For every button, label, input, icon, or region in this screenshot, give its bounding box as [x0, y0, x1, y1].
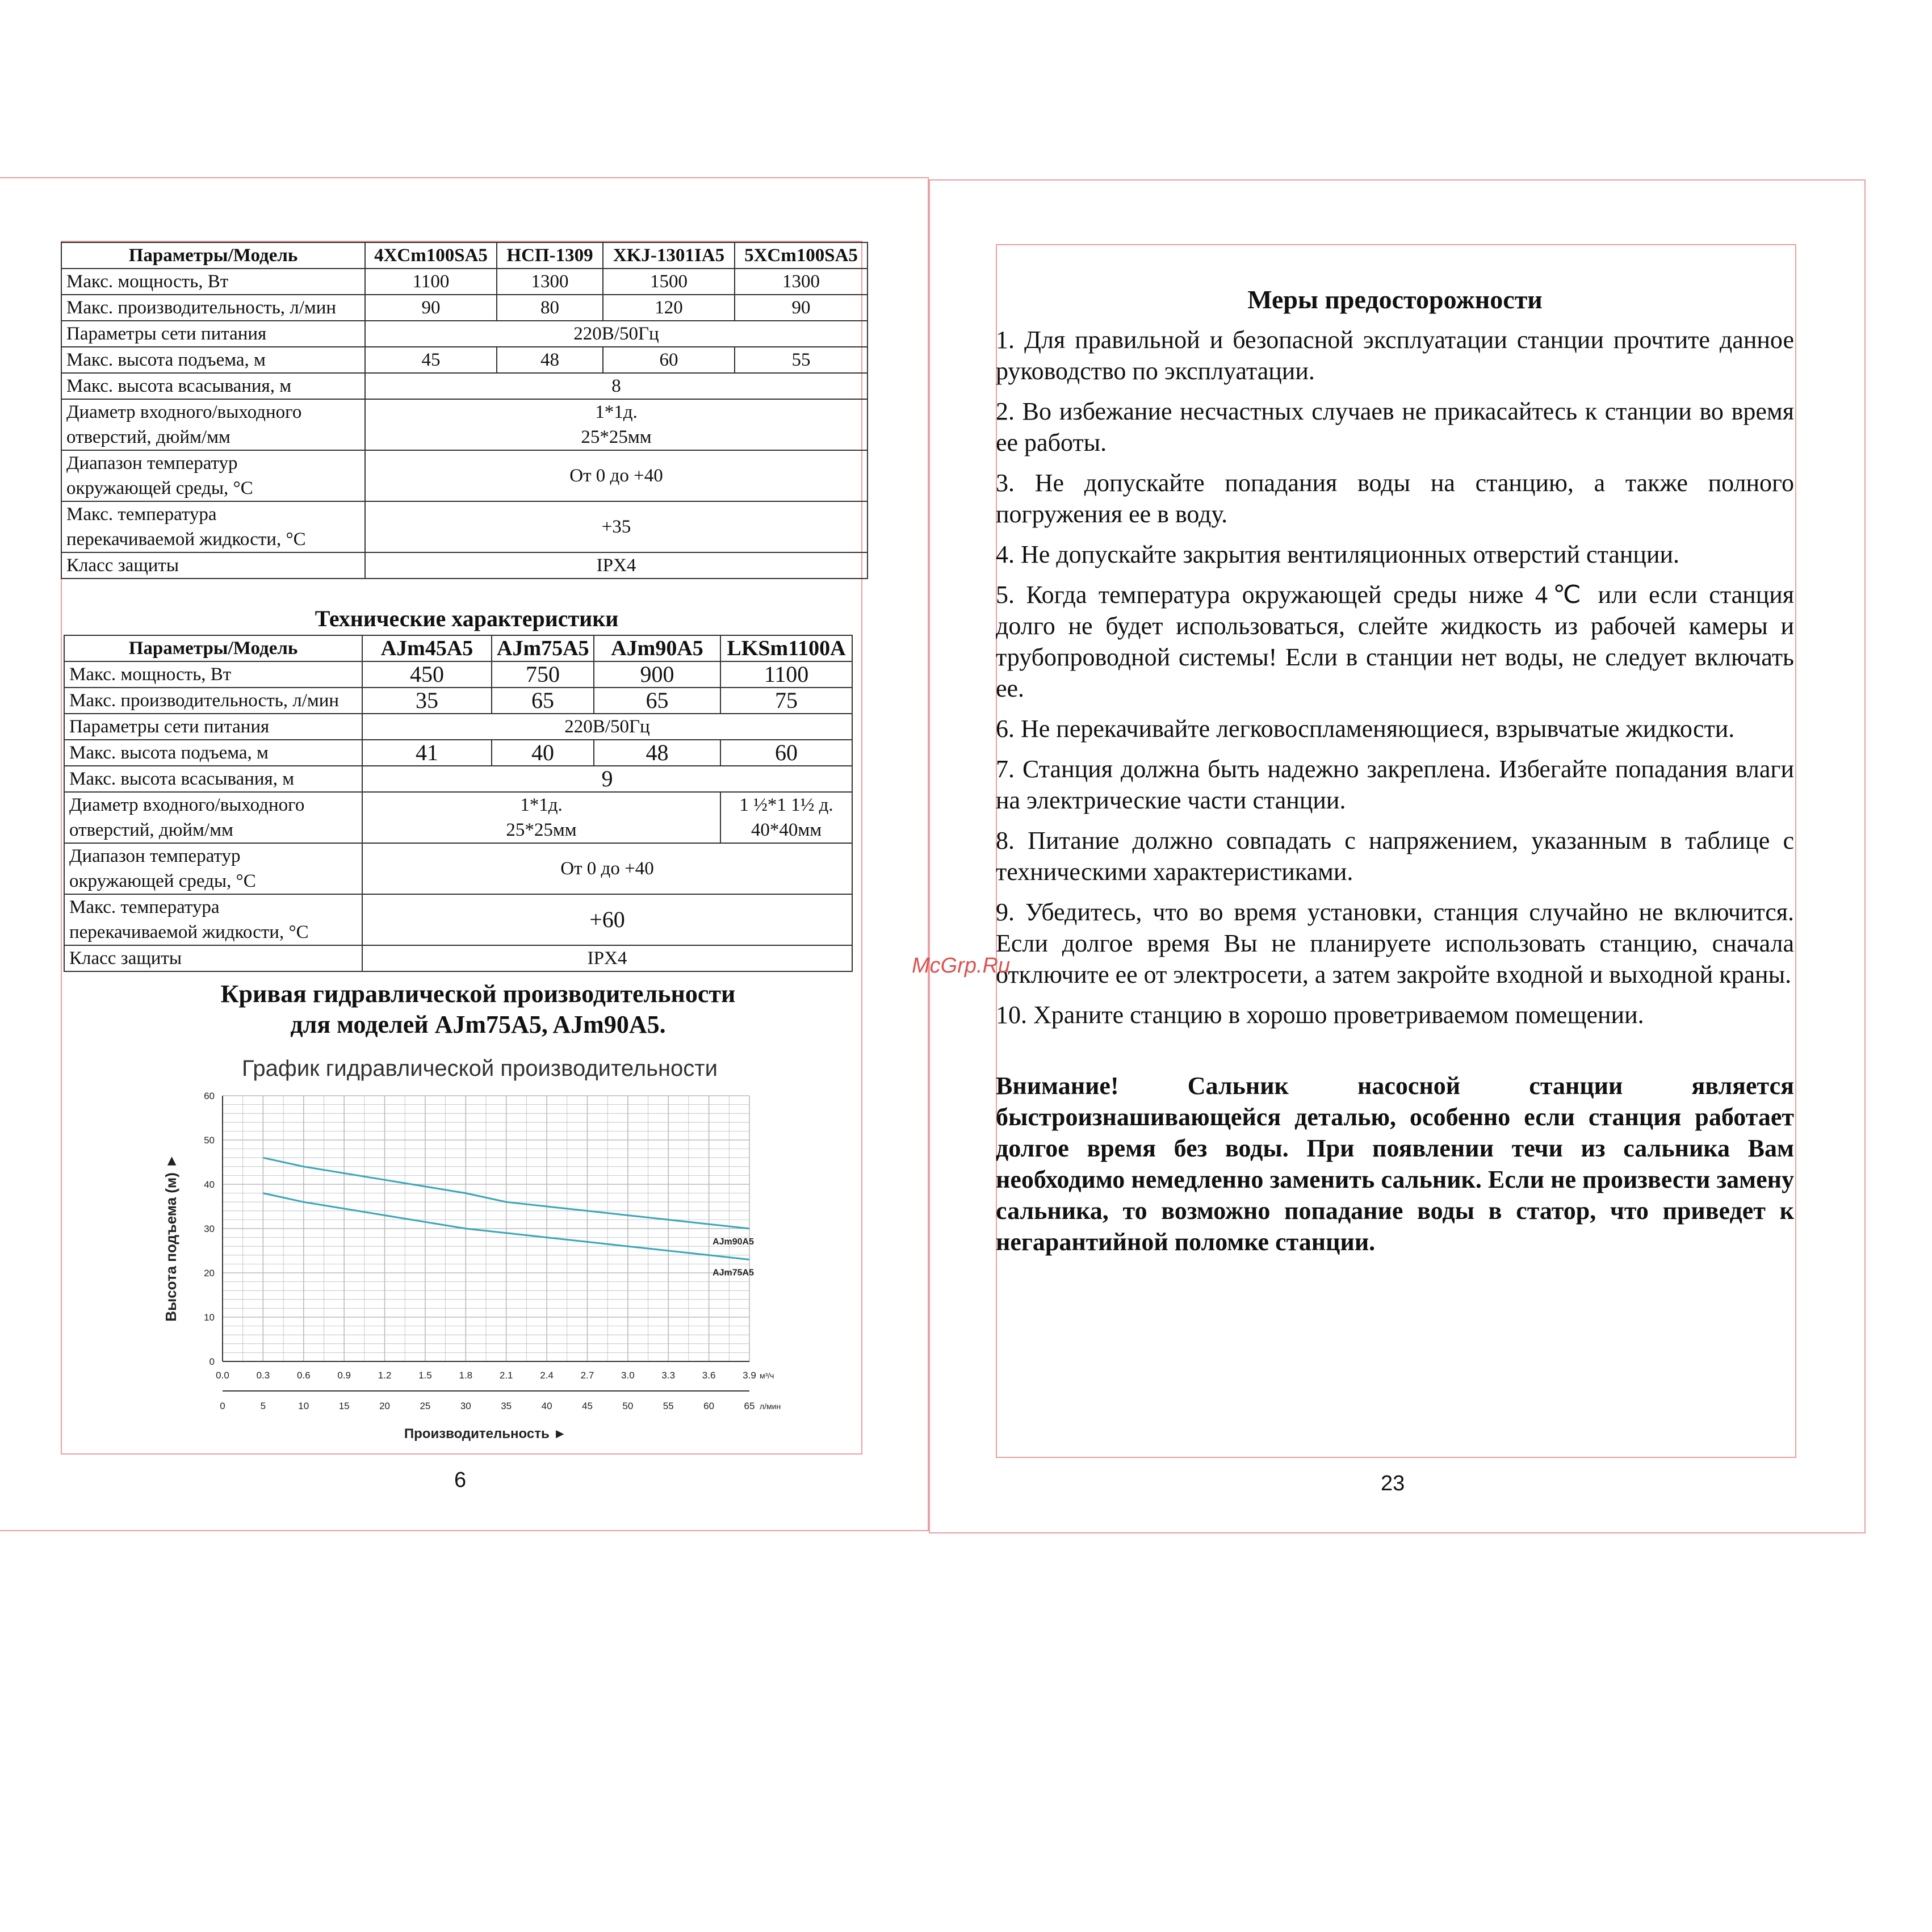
table-cell: 90 [365, 295, 497, 321]
row-label [64, 792, 362, 843]
table-cell [720, 792, 852, 843]
precaution-item: 3. Не допускайте попадания воды на станцию, а также полного погружения ее в воду. [996, 469, 1794, 528]
x-tick-label-m3h: 0.0 [216, 1370, 229, 1381]
x-tick-label-m3h: 0.6 [296, 1370, 311, 1381]
table-row [64, 766, 852, 792]
chart-axes [204, 1091, 781, 1411]
table-header-cell: XKJ-1301IA5 [603, 242, 735, 269]
table-cell [365, 399, 867, 450]
x-tick-label-m3h: 3.0 [621, 1370, 635, 1381]
y-axis-label: Высота подъема (м) ► [162, 1154, 179, 1322]
precaution-item: 2. Во избежание несчастных случаев не прикасайтесь к станции во время ее работы. [996, 397, 1794, 456]
page-number-left: 6 [454, 1468, 467, 1492]
x-tick-label-lmin: 45 [582, 1401, 593, 1411]
precaution-item: 4. Не допускайте закрытия вентиляционных отверстий станции. [996, 540, 1680, 568]
table-cell: 1100 [365, 269, 497, 295]
row-label [64, 894, 362, 945]
row-label [61, 501, 365, 552]
row-label: Макс. высота подъема, м [64, 740, 362, 766]
spec-table-1 [61, 242, 868, 579]
x-tick-label-lmin: 35 [501, 1401, 512, 1411]
x-unit-m3h: м³/ч [760, 1371, 774, 1380]
x-tick-label-lmin: 5 [260, 1401, 266, 1411]
chart-grid [223, 1096, 749, 1361]
table-cell: 120 [603, 295, 735, 321]
table-header-cell: НСП-1309 [497, 242, 603, 269]
cell-line: 1*1д. [520, 795, 563, 815]
table-cell: 60 [720, 740, 852, 766]
table-row [64, 843, 852, 894]
row-label: Макс. производительность, л/мин [64, 688, 362, 714]
x-tick-label-m3h: 1.5 [418, 1370, 432, 1381]
precaution-item: 9. Убедитесь, что во время установки, станция случайно не включится. Если долгое время Вы не планируете использовать станцию, сначала отключите ее от электросети, а затем закройте входной и выходной краны. [996, 898, 1794, 988]
x-tick-label-m3h: 2.1 [499, 1370, 513, 1381]
precaution-item: 7. Станция должна быть надежно закреплена. Избегайте попадания влаги на электрические части станции. [996, 755, 1794, 814]
precaution-item: 1. Для правильной и безопасной эксплуатации станции прочтите данное руководство по эксплуатации. [996, 326, 1794, 385]
table-row [61, 347, 867, 373]
series-label: AJm75A5 [713, 1268, 754, 1278]
x-tick-label-lmin: 0 [220, 1401, 225, 1411]
table-header-cell: LKSm1100A [720, 635, 852, 661]
y-tick-label: 20 [204, 1268, 215, 1279]
x-tick-label-lmin: 25 [420, 1401, 431, 1411]
x-axis-label: Производительность ► [404, 1426, 567, 1441]
row-label: Макс. высота подъема, м [61, 347, 365, 373]
table-cell: 8 [365, 373, 867, 399]
table-header-cell: Параметры/Модель [61, 242, 365, 269]
row-label: Параметры сети питания [61, 321, 365, 347]
row-label: Макс. производительность, л/мин [61, 295, 365, 321]
series-label: AJm90A5 [713, 1237, 754, 1247]
table-header-cell: AJm45A5 [362, 635, 492, 661]
table-cell: 80 [497, 295, 603, 321]
x-tick-label-m3h: 1.8 [459, 1370, 473, 1381]
x-tick-label-m3h: 3.3 [661, 1370, 676, 1381]
row-label-line: окружающей среды, °С [69, 871, 256, 891]
x-tick-label-lmin: 10 [298, 1401, 309, 1411]
chart-title: График гидравлической производительности [242, 1056, 718, 1081]
curve-title-line-2: для моделей AJm75A5, AJm90A5. [290, 1011, 666, 1038]
table-cell: 65 [594, 688, 720, 714]
table-row [64, 661, 852, 688]
row-label: Макс. высота всасывания, м [61, 373, 365, 399]
row-label-line: отверстий, дюйм/мм [69, 820, 233, 840]
table-cell: 48 [594, 740, 720, 766]
table-cell: 220В/50Гц [362, 714, 852, 740]
table-row [64, 894, 852, 945]
table-cell: 65 [492, 688, 594, 714]
table-cell: 9 [362, 766, 852, 792]
table-row [64, 688, 852, 714]
x-tick-label-m3h: 2.4 [540, 1370, 554, 1381]
precaution-item: 8. Питание должно совпадать с напряжением, указанным в таблице с техническими характеристиками. [996, 827, 1794, 886]
row-label-line: Макс. температура [69, 897, 220, 917]
x-tick-label-lmin: 15 [338, 1401, 350, 1411]
row-label-line: отверстий, дюйм/мм [66, 427, 231, 447]
table-cell: +35 [365, 501, 867, 552]
table-cell: 55 [735, 347, 867, 373]
row-label: Класс защиты [61, 552, 365, 579]
table-header-cell: 5XCm100SA5 [735, 242, 867, 269]
row-label: Макс. мощность, Вт [64, 661, 362, 688]
x-tick-label-m3h: 1.2 [378, 1370, 392, 1381]
y-tick-label: 30 [204, 1223, 215, 1234]
table-row [61, 269, 867, 295]
table-row [61, 321, 867, 347]
table-cell: 45 [365, 347, 497, 373]
curve-title [64, 979, 892, 1040]
x-tick-label-m3h: 3.9 [743, 1370, 756, 1381]
table-header-row [64, 635, 852, 661]
table-row [64, 740, 852, 766]
row-label [64, 843, 362, 894]
table-cell: 900 [594, 661, 720, 688]
table-2-title: Технические характеристики [315, 606, 619, 631]
table-cell: 35 [362, 688, 492, 714]
table-cell: 1300 [735, 269, 867, 295]
x-tick-label-m3h: 0.3 [256, 1370, 270, 1381]
table-cell: 220В/50Гц [365, 321, 867, 347]
precaution-item: 6. Не перекачивайте легковоспламеняющиеся, взрывчатые жидкости. [996, 715, 1735, 743]
row-label-line: перекачиваемой жидкости, °С [66, 529, 306, 550]
table-cell: +60 [362, 894, 852, 945]
x-tick-label-lmin: 65 [744, 1401, 755, 1411]
x-tick-label-lmin: 30 [460, 1401, 471, 1411]
precautions-section [996, 284, 1794, 1267]
table-row [61, 373, 867, 399]
row-label-line: Диапазон температур [69, 846, 241, 866]
table-row [61, 501, 867, 552]
row-label-line: Диапазон температур [66, 453, 238, 473]
table-header-cell: Параметры/Модель [64, 635, 362, 661]
table-header-cell: AJm90A5 [594, 635, 720, 661]
precaution-item: 10. Храните станцию в хорошо проветриваемом помещении. [996, 1001, 1644, 1029]
cell-line: 25*25мм [506, 820, 577, 840]
table-cell: 60 [603, 347, 735, 373]
row-label: Параметры сети питания [64, 714, 362, 740]
performance-chart [159, 1050, 812, 1448]
table-cell: 40 [492, 740, 594, 766]
x-tick-label-lmin: 40 [541, 1401, 552, 1411]
table-cell: 1300 [497, 269, 603, 295]
warning-paragraph: Внимание! Сальник насосной станции является быстроизнашивающейся деталью, особенно если станция работает долгое время без воды. При появлении течи из сальника Вам необходимо немедленно заменить сальник. Если не произвести замену сальника, то возможно попадание воды в статор, что приведет к негарантийной поломке станции. [996, 1072, 1794, 1256]
y-tick-label: 60 [204, 1091, 215, 1101]
row-label-line: Диаметр входного/выходного [69, 795, 305, 815]
x-tick-label-lmin: 50 [622, 1401, 634, 1411]
page-number-right: 23 [1381, 1472, 1405, 1495]
table-row [64, 945, 852, 971]
watermark: McGrp.Ru [912, 954, 1011, 978]
table-cell: 90 [735, 295, 867, 321]
table-cell: 750 [492, 661, 594, 688]
chart-series [263, 1158, 754, 1277]
row-label [61, 450, 365, 501]
table-row [64, 792, 852, 843]
table-header-cell: AJm75A5 [492, 635, 594, 661]
table-cell: IPX4 [365, 552, 867, 579]
row-label: Макс. мощность, Вт [61, 269, 365, 295]
table-cell: 48 [497, 347, 603, 373]
table-cell: 450 [362, 661, 492, 688]
y-tick-label: 40 [204, 1179, 215, 1190]
table-cell: 41 [362, 740, 492, 766]
y-tick-label: 10 [204, 1312, 215, 1323]
table-row [61, 450, 867, 501]
table-cell: От 0 до +40 [365, 450, 867, 501]
cell-line: 1*1д. [595, 402, 638, 422]
row-label-line: Макс. температура [66, 504, 217, 525]
x-tick-label-m3h: 3.6 [702, 1370, 716, 1381]
cell-line: 25*25мм [581, 427, 652, 447]
table-row [64, 714, 852, 740]
x-tick-label-m3h: 2.7 [580, 1370, 594, 1381]
precaution-item: 5. Когда температура окружающей среды ниже 4℃ или если станция долго не будет использоваться, слейте жидкость из рабочей камеры и трубопроводной системы! Если в станции нет воды, не следует включать ее. [996, 581, 1794, 702]
row-label-line: окружающей среды, °С [66, 478, 253, 498]
cell-line: 1 ½*1 1½ д. [739, 795, 833, 815]
x-tick-label-lmin: 60 [703, 1401, 715, 1411]
y-tick-label: 50 [204, 1135, 215, 1146]
table-cell: От 0 до +40 [362, 843, 852, 894]
row-label-line: перекачиваемой жидкости, °С [69, 922, 309, 942]
table-row [61, 399, 867, 450]
row-label: Класс защиты [64, 945, 362, 971]
x-tick-label-lmin: 55 [663, 1401, 674, 1411]
spec-table-2 [64, 635, 853, 972]
row-label [61, 399, 365, 450]
x-tick-label-lmin: 20 [379, 1401, 390, 1411]
table-row [61, 295, 867, 321]
x-tick-label-m3h: 0.9 [337, 1370, 351, 1381]
table-header-row [61, 242, 867, 269]
y-tick-label: 0 [209, 1356, 215, 1367]
table-cell: 75 [720, 688, 852, 714]
row-label: Макс. высота всасывания, м [64, 766, 362, 792]
table-cell [362, 792, 720, 843]
cell-line: 40*40мм [751, 820, 822, 840]
curve-title-line-1: Кривая гидравлической производительности [220, 980, 736, 1008]
precautions-heading: Меры предосторожности [1247, 285, 1543, 314]
x-unit-lmin: л/мин [760, 1402, 781, 1411]
table-cell: 1100 [720, 661, 852, 688]
table-cell: IPX4 [362, 945, 852, 971]
row-label-line: Диаметр входного/выходного [66, 402, 302, 422]
table-header-cell: 4XCm100SA5 [365, 242, 497, 269]
table-cell: 1500 [603, 269, 735, 295]
table-row [61, 552, 867, 579]
